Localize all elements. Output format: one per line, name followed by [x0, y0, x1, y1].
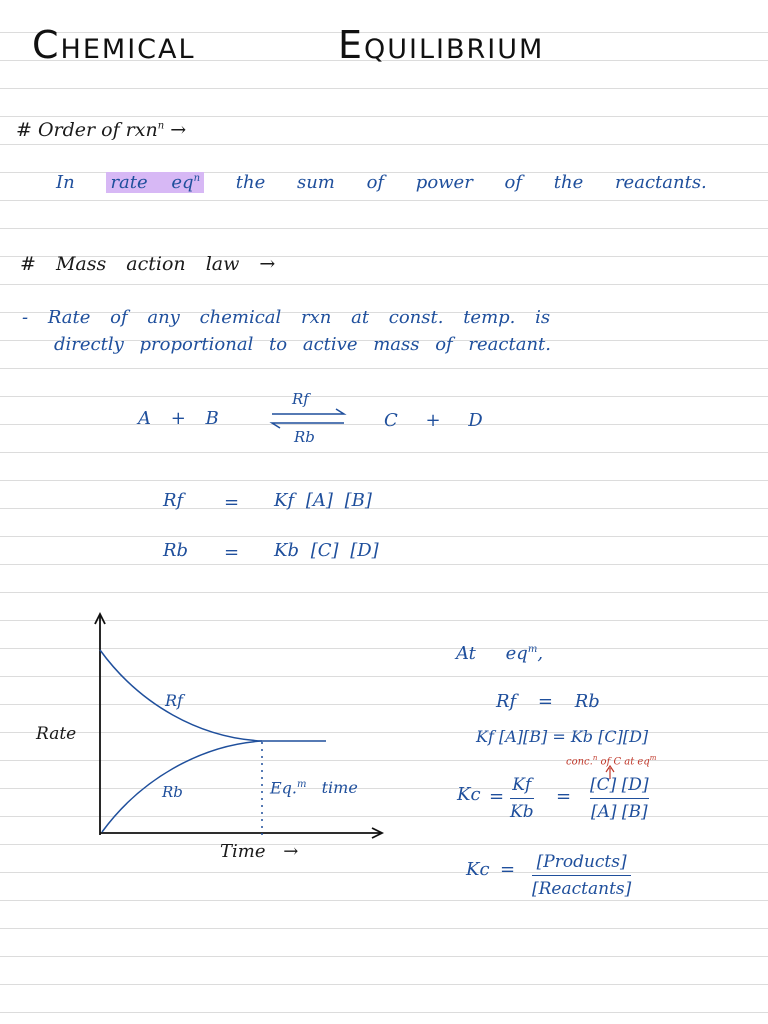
rf-equals: =	[224, 492, 240, 513]
eq-line-2: Kf [A][B] = Kb [C][D]	[476, 727, 649, 746]
at-text: At	[456, 643, 476, 664]
graph-xlabel	[220, 843, 298, 861]
annotation-sup: n	[592, 754, 598, 762]
order-line-rest: the sum of power of the reactants.	[235, 172, 707, 193]
eq-time-text: Eq.	[270, 778, 298, 798]
definition-line1: Rate of any chemical rxn at const. temp. is	[47, 307, 551, 328]
graph-axes	[95, 614, 382, 838]
right-arrow-icon: →	[283, 841, 299, 862]
eq-annotation	[566, 755, 656, 767]
order-heading-sup: n	[157, 120, 165, 132]
right-arrow-icon: →	[259, 253, 276, 275]
kc-equals-1: =	[489, 786, 505, 807]
kf-over-kb-fraction	[510, 775, 534, 822]
highlight-text: rate eq	[110, 172, 194, 193]
eq-time-rest: time	[321, 778, 358, 798]
hash-mark: #	[16, 119, 32, 141]
reaction-left: A + B	[138, 408, 219, 429]
graph-ylabel: Rate	[36, 724, 77, 744]
at-equilibrium: At $eq^m$,	[456, 643, 544, 664]
hash-mark: #	[20, 253, 36, 275]
kc-label: Kc	[457, 784, 481, 805]
at-eq-text: eq	[505, 643, 528, 664]
fraction-numerator: [C] [D]	[590, 775, 649, 799]
page-title-left: Chemical	[32, 23, 196, 67]
fraction-denominator: Kb	[510, 802, 534, 822]
order-heading-text: Order of rxn	[37, 119, 158, 141]
reaction-forward-label: Rf	[292, 390, 309, 408]
reaction-right: C + D	[384, 410, 483, 431]
kc-equals-3: =	[500, 859, 516, 880]
eq-line-1: Rf = Rb	[496, 691, 600, 712]
eq-time-sup: m	[297, 779, 307, 790]
kc-label-2: Kc	[466, 859, 490, 880]
order-line-in: In	[56, 172, 75, 193]
fraction-denominator: [A] [B]	[590, 802, 648, 822]
products-over-reactants	[532, 852, 631, 899]
forward-rate-curve	[100, 650, 326, 741]
definition-dash: -	[22, 307, 29, 328]
at-eq-sup: m	[527, 644, 538, 655]
rf-lhs: Rf	[163, 490, 184, 511]
rb-rhs: Kb [C] [D]	[274, 540, 379, 561]
concentration-fraction	[590, 775, 649, 822]
rb-equals: =	[224, 542, 240, 563]
annotation-text: conc.	[566, 756, 593, 768]
page-title-right: Equilibrium	[338, 23, 545, 67]
right-arrow-icon: →	[170, 119, 187, 141]
graph-forward-label: Rf	[165, 691, 183, 710]
graph-backward-label: Rb	[162, 783, 183, 801]
rf-rhs: Kf [A] [B]	[274, 490, 372, 511]
definition-line-2: directly proportional to active mass of reactant.	[54, 334, 551, 355]
reaction-backward-label: Rb	[294, 428, 315, 446]
fraction-denominator: [Reactants]	[532, 879, 632, 899]
fraction-numerator: [Products]	[532, 852, 631, 876]
equilibrium-arrows	[272, 409, 344, 428]
graph-eq-time	[270, 780, 358, 796]
annotation-rest: of C at eq	[600, 756, 650, 768]
rb-lhs: Rb	[163, 540, 189, 561]
mass-heading-text: Mass action law	[55, 253, 240, 275]
xlabel-text: Time	[220, 841, 266, 862]
fraction-numerator: Kf	[510, 775, 534, 799]
kc-equals-2: =	[556, 786, 572, 807]
highlight-sup: n	[193, 173, 201, 184]
annotation-sup2: m	[649, 754, 657, 762]
